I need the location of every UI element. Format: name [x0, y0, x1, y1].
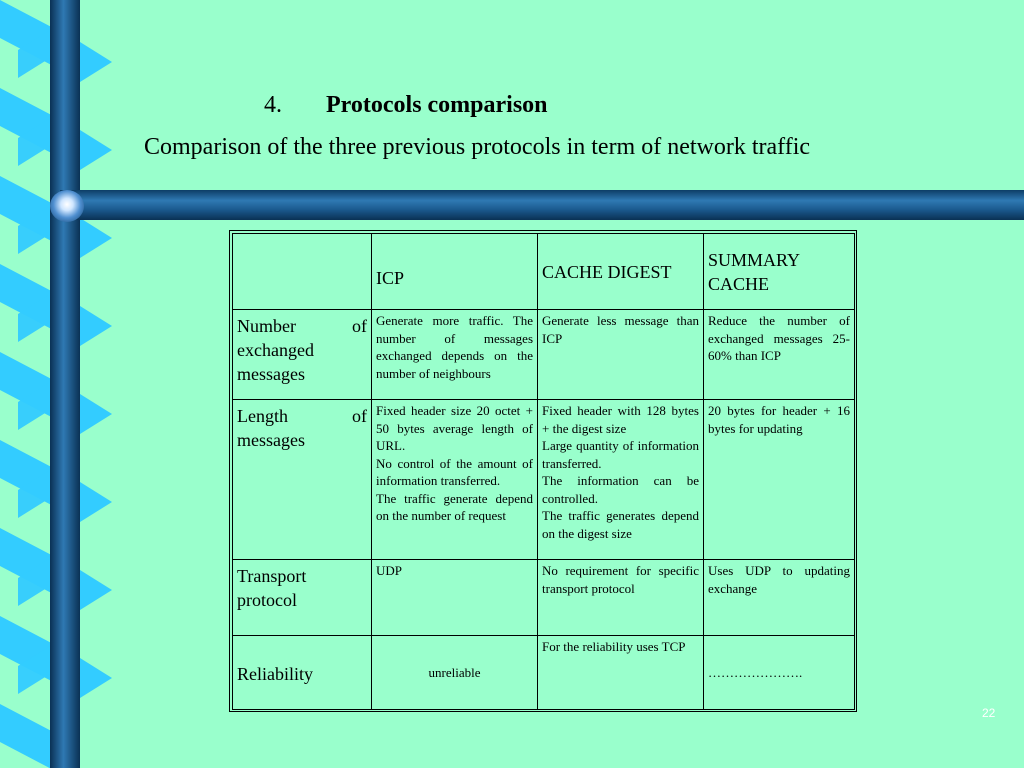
- cell-icp: Generate more traffic. The number of messages exchanged depends on the number of neighbours: [372, 310, 538, 400]
- cell-cache-digest: [538, 400, 704, 560]
- cell-cache-digest: No requirement for specific transport protocol: [538, 560, 704, 636]
- table-row: [233, 400, 855, 560]
- cell-line: Fixed header with 128 bytes + the digest size: [542, 403, 699, 436]
- cell-cache-digest: Generate less message than ICP: [538, 310, 704, 400]
- cell-cache-digest: For the reliability uses TCP: [538, 636, 704, 710]
- cell-line: Fixed header size 20 octet + 50 bytes average length of URL.: [376, 403, 533, 453]
- cell-line: The information can be controlled.: [542, 473, 699, 506]
- decorative-left-band: [0, 0, 112, 768]
- header-cell-empty: [233, 234, 372, 310]
- row-label: Length of messages: [233, 400, 372, 560]
- cell-summary-cache: 20 bytes for header + 16 bytes for updating: [704, 400, 855, 560]
- cell-summary-cache: Reduce the number of exchanged messages 25-60% than ICP: [704, 310, 855, 400]
- page-number: 22: [982, 706, 996, 720]
- section-number: 4.: [264, 92, 282, 118]
- header-cell-icp: ICP: [372, 234, 538, 310]
- slide-subtitle: Comparison of the three previous protocols in term of network traffic: [144, 134, 811, 160]
- header-cell-cache-digest: CACHE DIGEST: [538, 234, 704, 310]
- row-label: Reliability: [233, 636, 372, 710]
- horizontal-divider-rod: [60, 190, 1024, 220]
- cell-icp: [372, 400, 538, 560]
- table-row: [233, 560, 855, 636]
- row-label: Transport protocol: [233, 560, 372, 636]
- cell-icp: unreliable: [372, 636, 538, 710]
- cell-icp: UDP: [372, 560, 538, 636]
- table-row: [233, 310, 855, 400]
- table-row: [233, 636, 855, 710]
- cell-line: The traffic generates depend on the digest size: [542, 508, 699, 541]
- comparison-table: [232, 233, 855, 710]
- rod-knob-decoration: [50, 190, 84, 222]
- cell-summary-cache: ………………….: [704, 636, 855, 710]
- header-cell-summary-cache: SUMMARY CACHE: [704, 234, 855, 310]
- table-header-row: [233, 234, 855, 310]
- slide-title: Protocols comparison: [326, 92, 548, 118]
- cell-line: No control of the amount of information transferred.: [376, 455, 533, 488]
- comparison-table-frame: [229, 230, 857, 712]
- row-label: Number of exchanged messages: [233, 310, 372, 400]
- cell-line: Large quantity of information transferred.: [542, 438, 699, 471]
- cell-line: The traffic generate depend on the number of request: [376, 490, 533, 523]
- cell-summary-cache: Uses UDP to updating exchange: [704, 560, 855, 636]
